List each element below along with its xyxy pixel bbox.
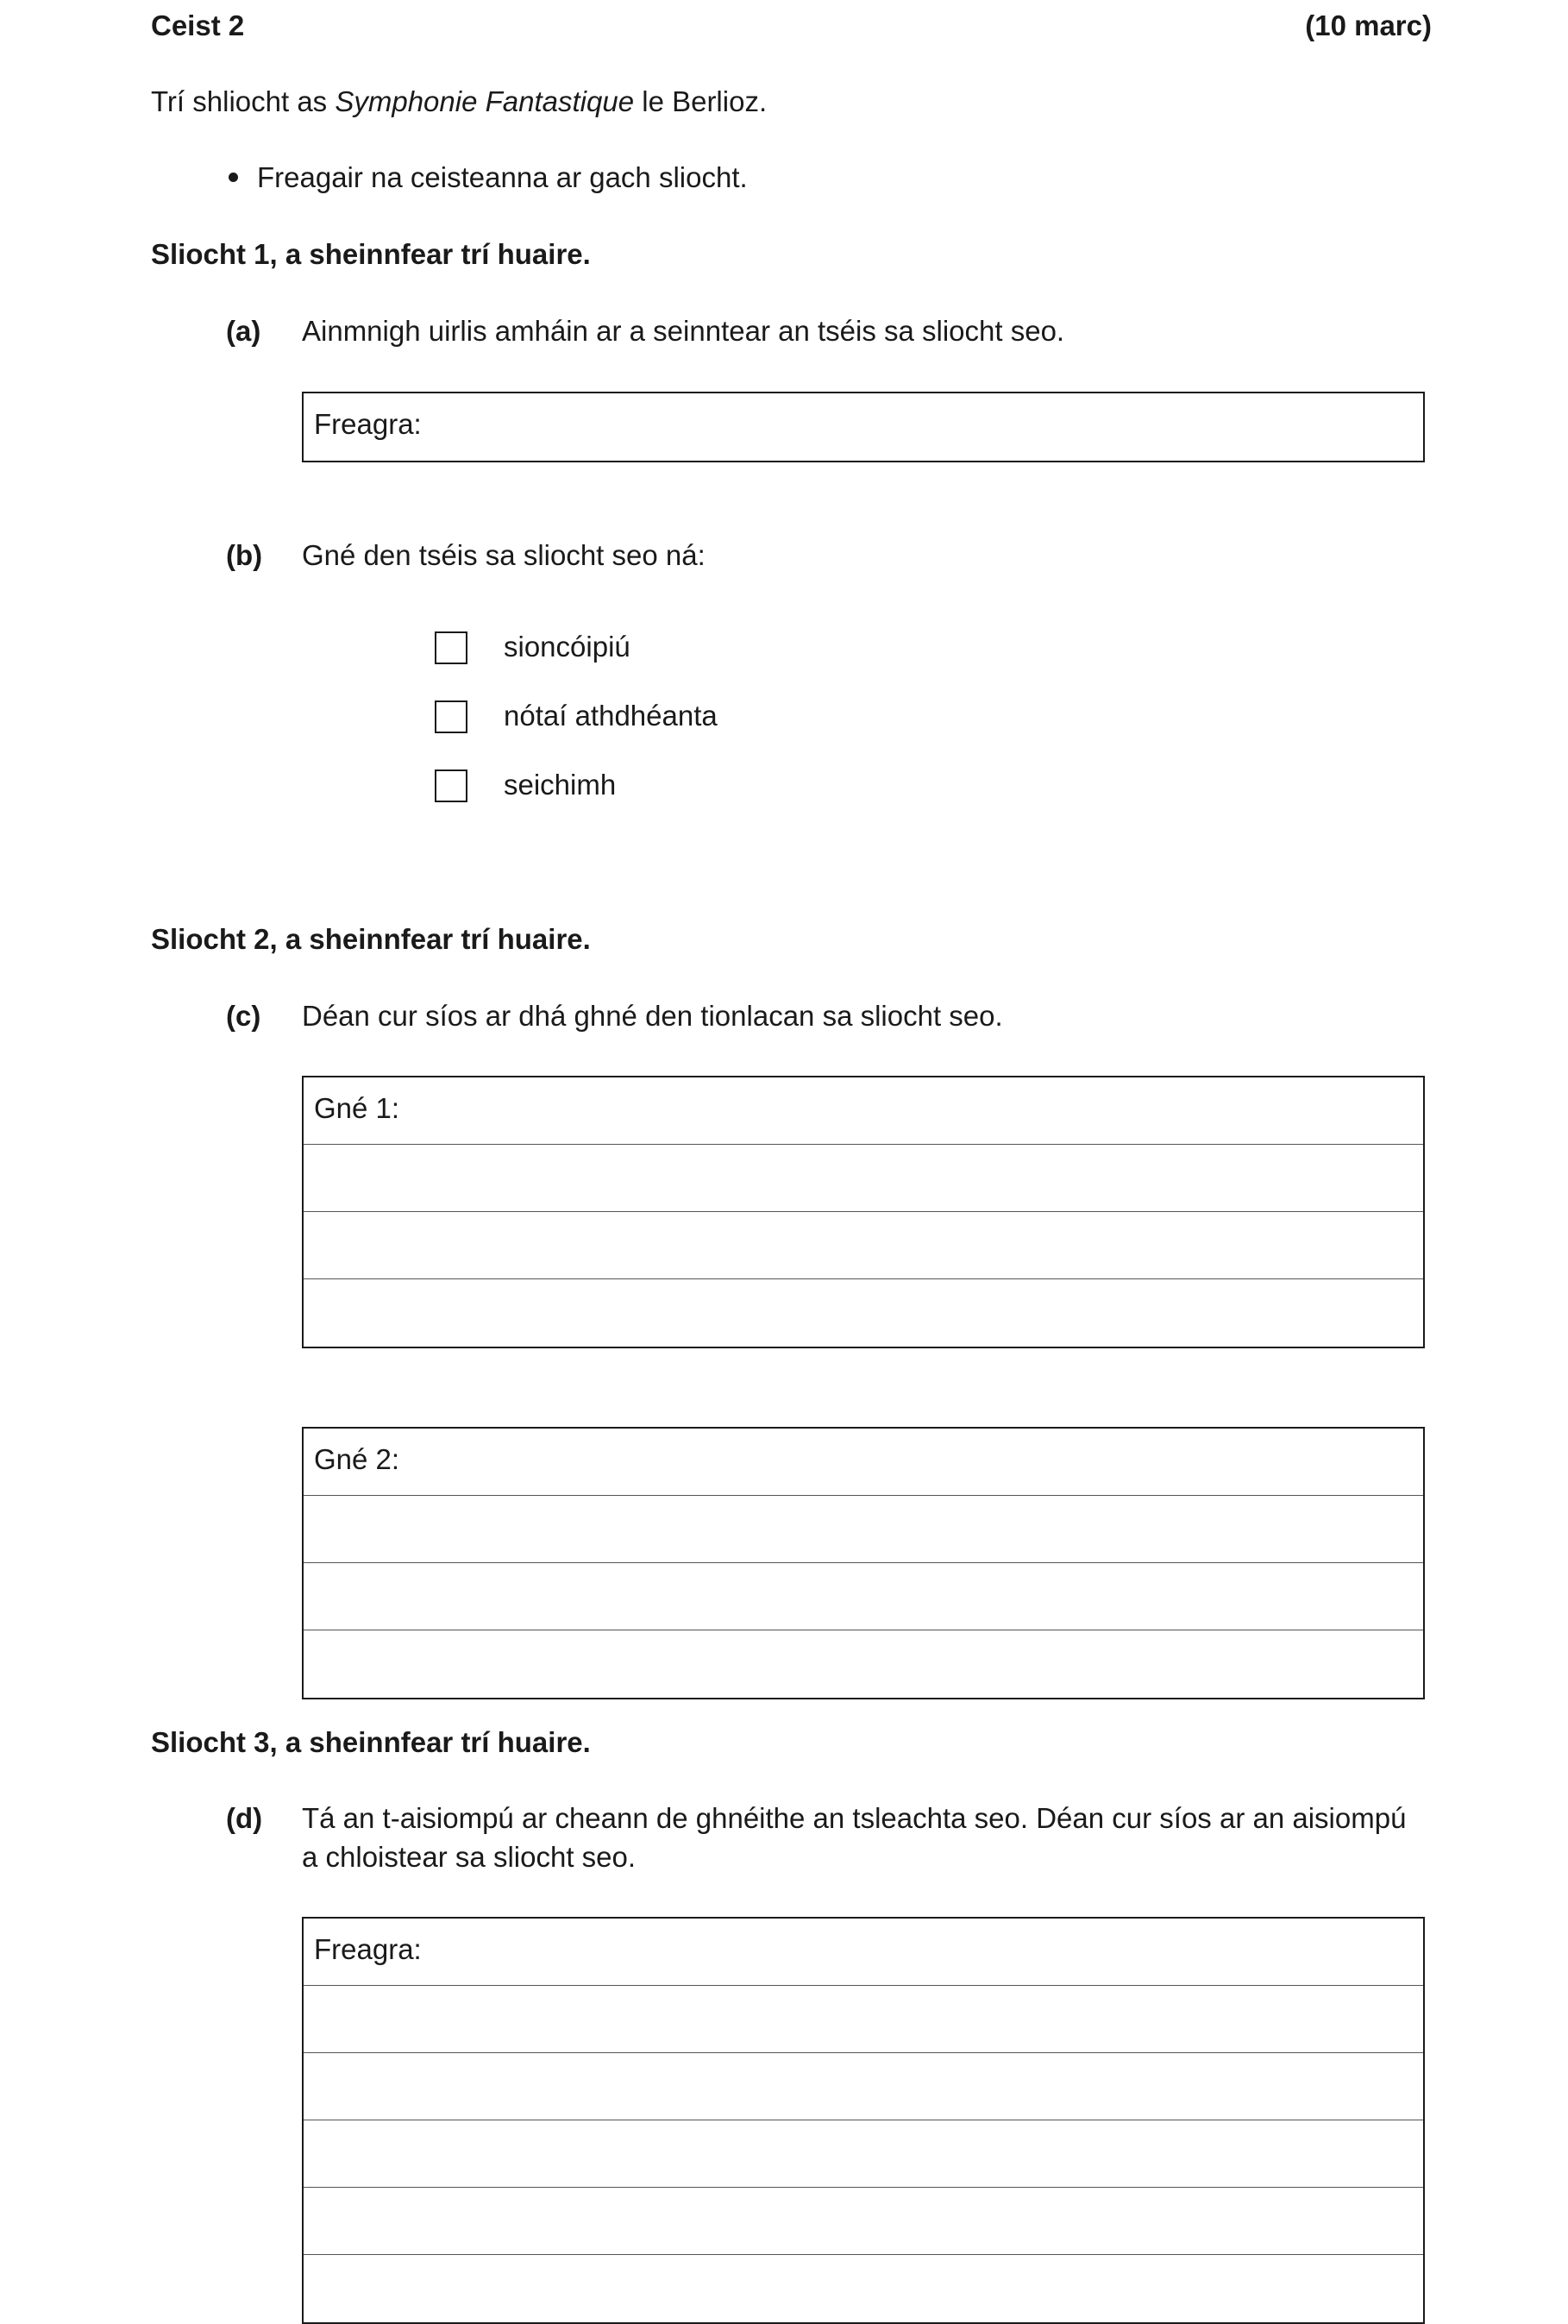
instruction-text: Freagair na ceisteanna ar gach sliocht. [257, 161, 748, 193]
intro-prefix: Trí shliocht as [151, 85, 336, 117]
answer-line[interactable] [304, 1986, 1423, 2053]
feature1-label: Gné 1: [314, 1092, 400, 1124]
bullet-icon [229, 173, 238, 182]
answer-line[interactable] [304, 393, 1423, 461]
excerpt3-heading: Sliocht 3, a sheinnfear trí huaire. [151, 1726, 591, 1758]
part-c-question: Déan cur síos ar dhá ghné den tionlacan sa sliocht seo. [302, 1000, 1003, 1032]
part-c-label: (c) [226, 1000, 261, 1032]
feature2-label: Gné 2: [314, 1443, 400, 1475]
question-header [151, 7, 1432, 46]
excerpt1-heading: Sliocht 1, a sheinnfear trí huaire. [151, 238, 591, 270]
part-a-label: (a) [226, 315, 261, 347]
excerpt2-heading: Sliocht 2, a sheinnfear trí huaire. [151, 923, 591, 955]
answer-line[interactable] [304, 2255, 1423, 2322]
feature1-answer-box[interactable] [302, 1076, 1425, 1348]
question-title: Ceist 2 [151, 9, 245, 41]
checkbox-syncopation[interactable] [435, 631, 467, 664]
part-b-label: (b) [226, 539, 263, 571]
part-d-label: (d) [226, 1802, 263, 1834]
answer-label: Freagra: [314, 408, 422, 440]
feature2-answer-box[interactable] [302, 1427, 1425, 1699]
option-label: nótaí athdhéanta [504, 700, 718, 732]
intro-suffix: le Berlioz. [634, 85, 768, 117]
part-b-question: Gné den tséis sa sliocht seo ná: [302, 539, 706, 571]
answer-line[interactable] [304, 1630, 1423, 1698]
answer-line[interactable] [304, 1279, 1423, 1347]
marks-label: (10 marc) [1305, 9, 1432, 41]
option-label: sioncóipiú [504, 631, 630, 663]
part-d-question-line1: Tá an t-aisiompú ar cheann de ghnéithe an tsleachta seo. Déan cur síos ar an aisiompú [302, 1802, 1407, 1834]
answer-line[interactable] [304, 1429, 1423, 1496]
work-title: Symphonie Fantastique [335, 85, 635, 117]
checkbox-sequences[interactable] [435, 769, 467, 802]
answer-line[interactable] [304, 1212, 1423, 1279]
answer-line[interactable] [304, 1919, 1423, 1986]
part-a-answer-box[interactable] [302, 392, 1425, 462]
answer-label: Freagra: [314, 1933, 422, 1965]
part-a-question: Ainmnigh uirlis amháin ar a seinntear an tséis sa sliocht seo. [302, 315, 1065, 347]
answer-line[interactable] [304, 2053, 1423, 2120]
answer-line[interactable] [304, 1077, 1423, 1145]
option-label: seichimh [504, 769, 617, 801]
part-d-question-line2: a chloistear sa sliocht seo. [302, 1841, 637, 1873]
answer-line[interactable] [304, 1496, 1423, 1563]
answer-line[interactable] [304, 2120, 1423, 2188]
answer-line[interactable] [304, 1563, 1423, 1630]
answer-line[interactable] [304, 1145, 1423, 1212]
intro-text [151, 83, 767, 122]
checkbox-repeated-notes[interactable] [435, 700, 467, 733]
part-d-answer-box[interactable] [302, 1917, 1425, 2324]
answer-line[interactable] [304, 2188, 1423, 2255]
